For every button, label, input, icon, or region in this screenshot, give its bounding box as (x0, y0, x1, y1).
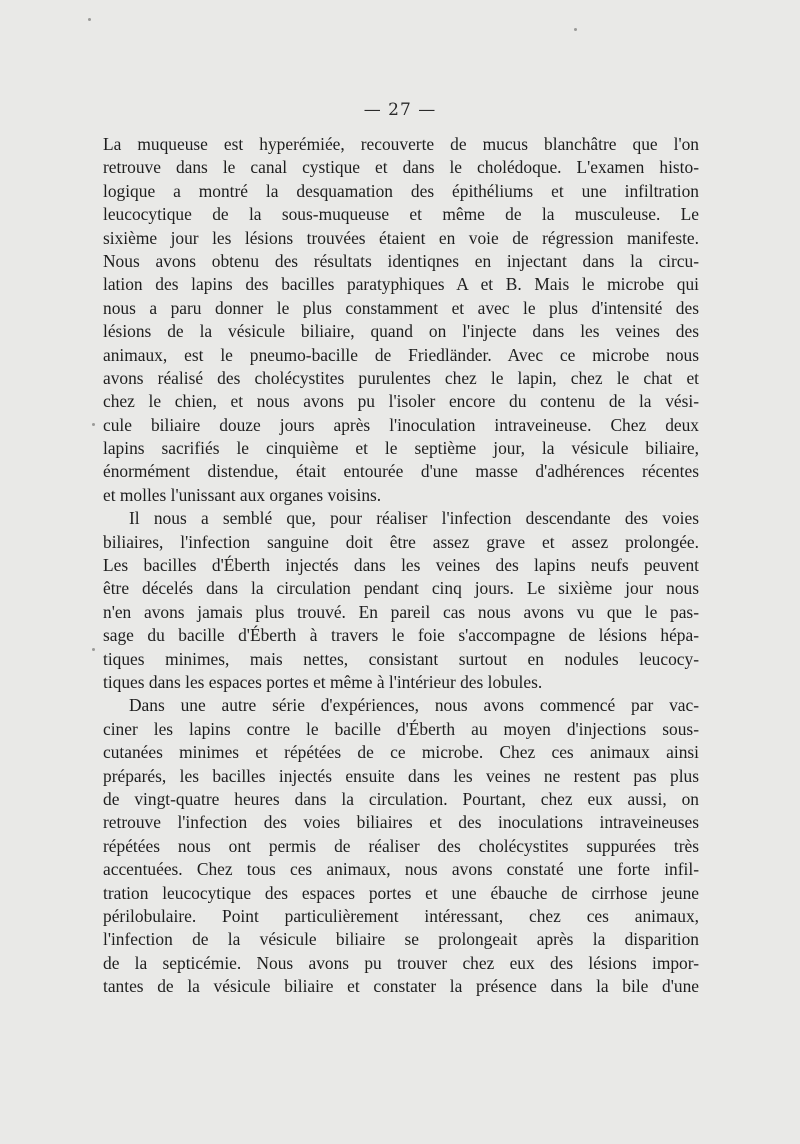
text-line: sixième jour les lésions trouvées étaient en voie de régression manifeste. (103, 227, 699, 248)
text-line: tiques dans les espaces portes et même à l'intérieur des lobules. (103, 671, 543, 692)
text-line: avons réalisé des cholécystites purulentes chez le lapin, chez le chat et (103, 367, 699, 388)
page-number: — 27 — (363, 100, 437, 120)
text-line: et molles l'unissant aux organes voisins. (103, 484, 382, 505)
text-line: périlobulaire. Point particulièrement intéressant, chez ces animaux, (103, 905, 699, 926)
text-line: accentuées. Chez tous ces animaux, nous avons constaté une forte infil- (103, 859, 699, 880)
text-line: lapins sacrifiés le cinquième et le septième jour, la vésicule biliaire, (103, 438, 699, 459)
text-line: Dans une autre série d'expériences, nous avons commencé par vac- (129, 695, 699, 716)
text-line: tantes de la vésicule biliaire et constater la présence dans la bile d'une (103, 976, 699, 997)
text-line: lésions de la vésicule biliaire, quand on l'injecte dans les veines des (103, 321, 699, 342)
text-line: biliaires, l'infection sanguine doit être assez grave et assez prolongée. (103, 531, 699, 552)
paper-speck (92, 648, 95, 651)
text-line: nous a paru donner le plus constamment et avec le plus d'intensité des (103, 297, 699, 318)
text-line: préparés, les bacilles injectés ensuite dans les veines ne restent pas plus (103, 765, 699, 786)
text-line: tiques minimes, mais nettes, consistant surtout en nodules leucocy- (103, 648, 699, 669)
text-line: leucocytique de la sous-muqueuse et même de la musculeuse. Le (103, 204, 699, 225)
text-line: Les bacilles d'Éberth injectés dans les veines des lapins neufs peuvent (103, 555, 699, 576)
text-line: Nous avons obtenu des résultats identiqnes en injectant dans la circu- (103, 250, 699, 271)
paper-speck (92, 423, 95, 426)
text-line: animaux, est le pneumo-bacille de Friedländer. Avec ce microbe nous (103, 344, 699, 365)
text-line: sage du bacille d'Éberth à travers le foie s'accompagne de lésions hépa- (103, 625, 699, 646)
text-line: Il nous a semblé que, pour réaliser l'infection descendante des voies (129, 508, 699, 529)
text-line: La muqueuse est hyperémiée, recouverte de mucus blanchâtre que l'on (103, 134, 699, 154)
paper-speck (574, 28, 577, 31)
text-line: répétées nous ont permis de réaliser des cholécystites suppurées très (103, 835, 699, 856)
text-line: chez le chien, et nous avons pu l'isoler encore du contenu de la vési- (103, 391, 699, 412)
text-line: ciner les lapins contre le bacille d'Éberth au moyen d'injections sous- (103, 718, 699, 739)
text-line: de vingt-quatre heures dans la circulation. Pourtant, chez eux aussi, on (103, 788, 699, 809)
text-line: de la septicémie. Nous avons pu trouver chez eux des lésions impor- (103, 952, 699, 973)
paper-speck (88, 18, 91, 21)
text-line: tration leucocytique des espaces portes et une ébauche de cirrhose jeune (103, 882, 699, 903)
text-line: logique a montré la desquamation des épithéliums et une infiltration (103, 180, 699, 201)
text-line: énormément distendue, était entourée d'une masse d'adhérences récentes (103, 461, 699, 482)
text-line: cutanées minimes et répétées de ce microbe. Chez ces animaux ainsi (103, 742, 699, 763)
body-text (103, 133, 699, 998)
text-line: n'en avons jamais plus trouvé. En pareil cas nous avons vu que le pas- (103, 601, 699, 622)
text-line: lation des lapins des bacilles paratyphiques A et B. Mais le microbe qui (103, 274, 699, 295)
text-line: être décelés dans la circulation pendant cinq jours. Le sixième jour nous (103, 578, 699, 599)
text-line: retrouve dans le canal cystique et dans le cholédoque. L'examen histo- (103, 157, 699, 178)
text-line: l'infection de la vésicule biliaire se prolongeait après la disparition (103, 929, 699, 950)
text-line: retrouve l'infection des voies biliaires et des inoculations intraveineuses (103, 812, 699, 833)
text-line: cule biliaire douze jours après l'inoculation intraveineuse. Chez deux (103, 414, 699, 435)
